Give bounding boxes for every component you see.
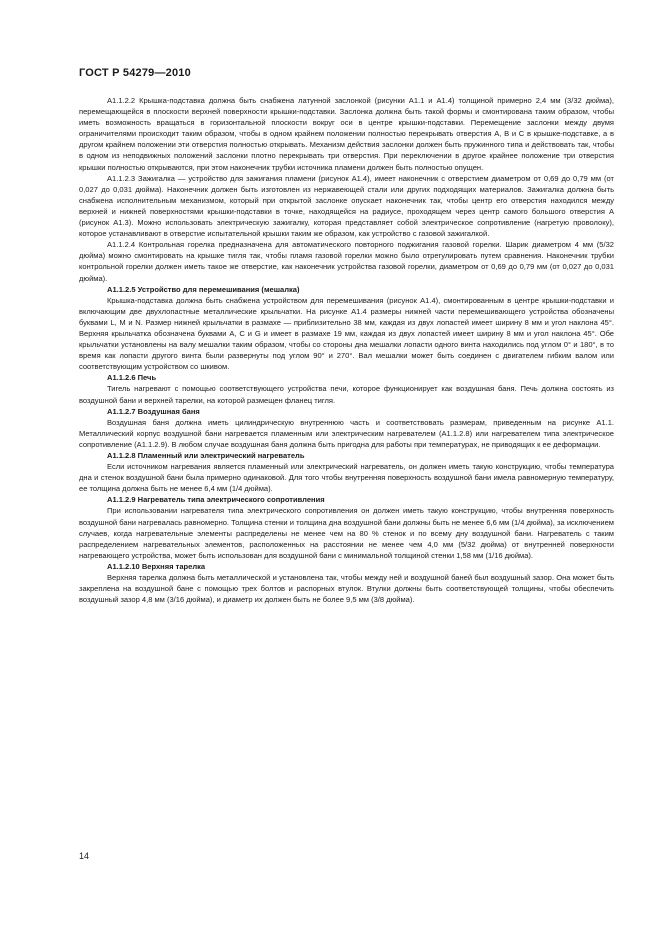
- paragraph-stirrer: Крышка-подставка должна быть снабжена устройством для перемешивания (рисунок A1.4), смонтированным в центре крышки-подставки и включающим две двухлопастные металлические крыльчатки. На рисунке A1.4 размеры нижней части перемешивающего устройства обозначены буквами L, M и N. Размер нижней крыльчатки в размахе — приблизительно 38 мм, каждая из двух лопастей имеет ширину 8 мм и угол наклона 45°. Верхняя крыльчатка обозначена буквами A, C и G и имеет в размахе 19 мм, каждая из двух лопастей имеет ширину 8 мм и угол наклона 45°. Обе крыльчатки установлены на валу мешалки таким образом, чтобы со стороны дна мешалки лопасти одного винта находились под углом 0° и 180°, в то время как лопасти другого винта были развернуты под углом 90° и 270°. Вал мешалки может быть соединен с двигателем гибким валом или соответствующим устройством со шкивом.: [79, 295, 614, 372]
- section-heading-furnace: A1.1.2.6 Печь: [107, 373, 157, 383]
- paragraph-a1-1-2-4: A1.1.2.4 Контрольная горелка предназначена для автоматического повторного поджигания газовой горелки. Шарик диаметром 4 мм (5/32 дюйма) можно смонтировать на крышке тигля так, чтобы пламя газовой горелки можно было отрегулировать путем сравнения. Наконечник трубки контрольной горелки должен иметь такое же отверстие, как наконечник устройства газовой горелки, диаметром от 0,69 до 0,79 мм (от 0,027 до 0,031 дюйма).: [79, 240, 614, 283]
- section-heading-stirrer: A1.1.2.5 Устройство для перемешивания (мешалка): [107, 284, 300, 294]
- paragraph-top-plate: Верхняя тарелка должна быть металлической и установлена так, чтобы между ней и воздушной баней был воздушный зазор. Она может быть закреплена на воздушной бане с помощью трех болтов и распорных втулок. Втулки должны быть соответствующей толщины, чтобы обеспечить воздушный зазор 4,8 мм (3/16 дюйма), и диаметр их должен быть не более 9,5 мм (3/8 дюйма).: [79, 573, 614, 605]
- paragraph-furnace: Тигель нагревают с помощью соответствующего устройства печи, которое функционирует как воздушная баня. Печь должна состоять из воздушной бани и верхней тарелки, на которой размещен фланец тигля.: [79, 384, 614, 405]
- paragraph-a1-1-2-3: A1.1.2.3 Зажигалка — устройство для зажигания пламени (рисунок A1.4), имеет наконечник с отверстием диаметром от 0,69 до 0,79 мм (от 0,027 до 0,031 дюйма). Наконечник должен быть изготовлен из нержавеющей стали или других подходящих материалов. Зажигалка должна быть снабжена исполнительным механизмом, который при открытой заслонке опускает наконечник так, чтобы центр его отверстия находился между верхней и нижней поверхностями крышки-подставки в точке, находящейся на радиусе, проходящем через центр самого большого отверстия A (рисунок A1.3). Можно использовать электрическую зажигалку, которая представляет собой электрическое сопротивление (нагретую проволоку), которое устанавливают в отверстие испытательной крышки таким же образом, как устройство с газовой зажигалкой.: [79, 173, 614, 239]
- paragraph-a1-1-2-2: A1.1.2.2 Крышка-подставка должна быть снабжена латунной заслонкой (рисунки A1.1 и A1.4) толщиной примерно 2,4 мм (3/32 дюйма), перемещающейся в плоскости верхней поверхности крышки-подставки. Заслонка должна быть такой формы и смонтирована таким образом, чтобы иметь возможность вращаться в горизонтальной плоскости вокруг оси в центре крышки-подставки. Перемещение заслонки между двумя ограничителями происходит таким образом, чтобы в одном крайнем положении полностью перекрывать отверстия A, B и C в крышке-подставке, а в другом крайнем положении эти отверстия полностью открывать. Механизм действия заслонки должен быть пружинного типа и действовать так, чтобы в одном из неподвижных положений заслонки плотно перекрывать три отверстия. При переключении в другое крайнее положение три отверстия крышки полностью открываются, при этом наконечник трубки источника пламени должен быть полностью опущен.: [79, 96, 614, 172]
- section-heading-resistance-heater: A1.1.2.9 Нагреватель типа электрического сопротивления: [107, 495, 325, 505]
- document-header-title: ГОСТ Р 54279—2010: [79, 67, 191, 79]
- paragraph-flame-heater: Если источником нагревания является пламенный или электрический нагреватель, он должен иметь такую конструкцию, чтобы температура дна и стенок воздушной бани была примерно одинаковой. Для того чтобы внутренняя поверхность воздушной бани имела равномерную температуру, ее толщина должна быть не менее 6,4 мм (1/4 дюйма).: [79, 462, 614, 494]
- section-heading-air-bath: A1.1.2.7 Воздушная баня: [107, 406, 200, 416]
- paragraph-air-bath: Воздушная баня должна иметь цилиндрическую внутреннюю часть и соответствовать размерам, приведенным на рисунке A1.1. Металлический корпус воздушной бани нагревается пламенным или электрическим нагревателем (A1.1.2.8) или нагревателем типа электрическое сопротивление (A1.1.2.9). В любом случае воздушная баня должна быть пригодна для работы при температурах, не приводящих к ее деформации.: [79, 417, 614, 449]
- document-body: [79, 95, 614, 605]
- section-heading-top-plate: A1.1.2.10 Верхняя тарелка: [107, 561, 206, 571]
- paragraph-resistance-heater: При использовании нагревателя типа электрического сопротивления он должен иметь такую конструкцию, чтобы внутренняя поверхность воздушной бани нагревалась равномерно. Толщина стенки и толщина дна воздушной бани должны быть не менее 6,6 мм (1/4 дюйма), за исключением случаев, когда нагревательные элементы распределены не менее чем на 80 % стенок и по всему дну воздушной бани. Нагреватель с таким распределением нагревательных элементов, расположенных на расстоянии не менее чем 4,0 мм (5/32 дюйма) от внутренней поверхности нагревающего устройства, может быть использован для воздушной бани с минимальной толщиной стенки 1,58 мм (1/16 дюйма).: [79, 506, 614, 560]
- section-heading-flame-heater: A1.1.2.8 Пламенный или электрический нагреватель: [107, 451, 305, 460]
- page-number: 14: [79, 851, 90, 861]
